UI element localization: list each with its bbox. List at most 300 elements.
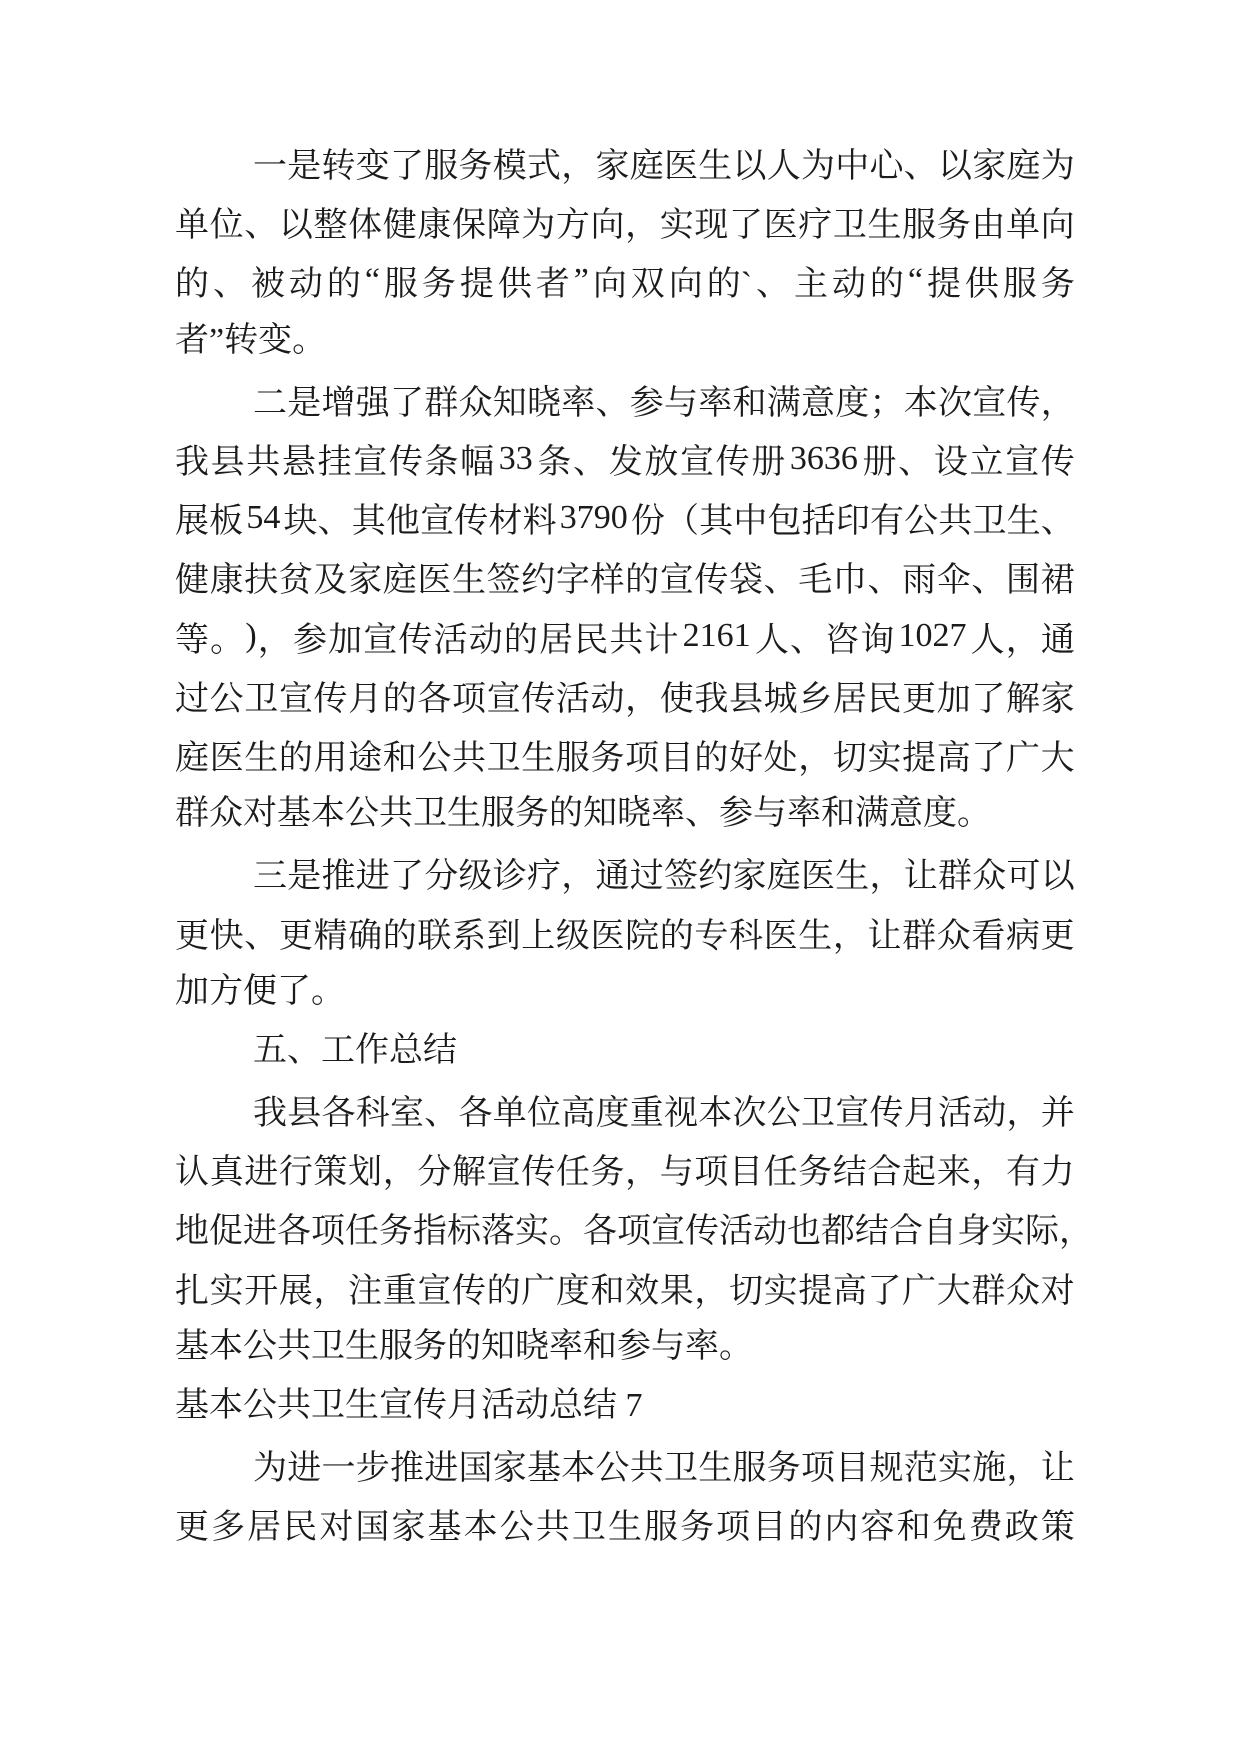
char-token: 对 <box>319 1509 354 1547</box>
char-token: ， <box>561 858 596 896</box>
char-token: 大 <box>936 1272 971 1310</box>
char-token: 策 <box>313 1154 348 1192</box>
char-token: 包 <box>767 503 802 541</box>
char-token: 料 <box>522 503 557 541</box>
char-token: 进 <box>355 858 390 896</box>
char-token: 范 <box>903 1450 938 1488</box>
char-token: 家 <box>595 148 630 186</box>
number-token: 1027 <box>898 617 967 655</box>
char-token: 传 <box>1006 384 1041 422</box>
char-token: 切 <box>729 1272 763 1310</box>
char-token: 本 <box>561 1450 596 1488</box>
char-token: 项 <box>694 1154 729 1192</box>
char-token: 。 <box>210 621 245 659</box>
char-token: 、 <box>867 562 902 600</box>
char-token: 公 <box>766 1095 801 1133</box>
char-token: 分 <box>417 1154 452 1192</box>
char-token: 国 <box>355 1509 390 1547</box>
char-token: 宣 <box>659 562 694 600</box>
char-token: 高 <box>561 1095 596 1133</box>
char-token: 传 <box>1040 444 1075 482</box>
char-token: 认 <box>175 1154 209 1192</box>
char-token: 诊 <box>492 858 527 896</box>
char-token: 单 <box>175 207 209 245</box>
char-token: 家 <box>348 562 383 600</box>
char-token: ， <box>971 1154 1006 1192</box>
char-token: 实 <box>938 1450 972 1488</box>
char-token: 策 <box>1040 1509 1075 1547</box>
char-token: 变 <box>355 148 390 186</box>
char-token: 室 <box>390 1095 424 1133</box>
char-token: 开 <box>244 1272 279 1310</box>
char-token: 卫 <box>244 680 279 718</box>
char-token: 务 <box>590 1154 625 1192</box>
char-token: 一 <box>253 148 287 186</box>
char-token: 伞 <box>936 562 971 600</box>
char-token: 务 <box>421 266 456 304</box>
char-token: 庭 <box>629 148 664 186</box>
char-token: 我 <box>175 444 209 482</box>
char-token: 扶 <box>244 562 279 600</box>
char-token: 服 <box>555 739 590 777</box>
char-token: 现 <box>694 207 729 245</box>
char-token: 单 <box>1006 207 1040 245</box>
char-token: 的 <box>326 266 361 304</box>
char-token: 家 <box>391 1509 426 1547</box>
char-token: 服 <box>902 207 937 245</box>
char-token: 务 <box>798 1154 833 1192</box>
char-token: 月 <box>903 1095 938 1133</box>
char-token: 和 <box>896 1509 931 1547</box>
text-line: 加方便了。 <box>175 972 345 1010</box>
char-token: 项 <box>625 739 660 777</box>
char-token: 为 <box>521 207 556 245</box>
char-token: 的 <box>382 917 417 955</box>
char-token: 转 <box>321 148 356 186</box>
char-token: 进 <box>424 1450 459 1488</box>
char-token: 围 <box>1006 562 1040 600</box>
char-token: ， <box>625 1154 660 1192</box>
char-token: 设 <box>933 444 968 482</box>
char-token: 医 <box>417 562 452 600</box>
char-token: 我 <box>253 1095 287 1133</box>
char-token: 庭 <box>382 562 417 600</box>
char-token: 好 <box>729 739 763 777</box>
char-token: 块 <box>283 503 318 541</box>
char-token: ， <box>561 148 596 186</box>
char-token: 生 <box>698 148 733 186</box>
char-token: 卫 <box>972 503 1007 541</box>
char-token: 各 <box>458 1095 493 1133</box>
number-token: 3636 <box>789 439 858 477</box>
char-token: 服 <box>424 148 459 186</box>
char-token: 的` <box>706 266 753 304</box>
char-token: 施 <box>972 1450 1007 1488</box>
char-token: 县 <box>287 1095 322 1133</box>
char-token: 划 <box>348 1154 383 1192</box>
char-token: 公 <box>904 503 939 541</box>
char-token: 务 <box>590 739 625 777</box>
char-token: 生 <box>835 858 870 896</box>
char-token: 签 <box>664 858 698 896</box>
char-token: 任 <box>345 1213 379 1251</box>
char-token: 位 <box>209 207 244 245</box>
char-token: 地 <box>175 1213 209 1251</box>
char-token: 众 <box>972 858 1007 896</box>
char-token: ， <box>1005 621 1040 659</box>
char-token: 家 <box>1040 680 1075 718</box>
char-token: 用 <box>313 739 348 777</box>
char-token: 实 <box>867 739 902 777</box>
char-token: 指 <box>413 1213 447 1251</box>
char-token: 、 <box>244 917 279 955</box>
char-token: 动 <box>590 680 625 718</box>
char-token: 共 <box>452 739 486 777</box>
char-token: 让 <box>867 917 902 955</box>
char-token: 了 <box>971 739 1006 777</box>
char-token: 印 <box>835 503 870 541</box>
char-token: 、 <box>244 207 279 245</box>
char-token: ， <box>1040 384 1075 422</box>
char-token: 以 <box>278 207 313 245</box>
text-line <box>175 192 1075 251</box>
char-token: 共 <box>246 444 281 482</box>
char-token: 、 <box>903 148 938 186</box>
char-token: 合 <box>889 1213 923 1251</box>
char-token: 意 <box>801 384 835 422</box>
char-token: 本 <box>903 384 938 422</box>
char-token: 主 <box>793 266 828 304</box>
char-token: 基 <box>427 1509 462 1547</box>
char-token: 看 <box>971 917 1006 955</box>
char-token: 动 <box>753 1213 787 1251</box>
char-token: 的 <box>625 562 660 600</box>
char-token: 发 <box>608 444 643 482</box>
char-token: 务 <box>680 1509 715 1547</box>
char-token: 雨 <box>902 562 937 600</box>
char-token: 解 <box>1006 680 1040 718</box>
number-token: 33 <box>498 439 533 477</box>
char-token: 生 <box>867 207 902 245</box>
char-token: ， <box>625 680 660 718</box>
char-token: 计 <box>644 621 679 659</box>
char-token: 宣 <box>1005 444 1040 482</box>
char-token: 、 <box>756 266 791 304</box>
char-token: 推 <box>321 858 356 896</box>
char-token: 、 <box>763 562 798 600</box>
document-body <box>175 133 1093 1554</box>
char-token: 宣 <box>353 444 388 482</box>
char-token: 传 <box>715 444 750 482</box>
char-token: 传 <box>313 680 348 718</box>
char-token: 裙 <box>1040 562 1075 600</box>
char-token: 生 <box>698 1450 733 1488</box>
char-token: 都 <box>821 1213 855 1251</box>
char-token: 科 <box>355 1095 390 1133</box>
char-token: 中 <box>733 503 768 541</box>
char-token: 条 <box>537 444 572 482</box>
char-token: 、 <box>595 384 630 422</box>
char-token: 务 <box>458 148 493 186</box>
char-token: 字 <box>555 562 590 600</box>
subheading-line: 基本公共卫生宣传月活动总结 7 <box>175 1386 643 1424</box>
char-token: 让 <box>1040 1450 1075 1488</box>
char-token: 向 <box>1040 207 1075 245</box>
char-token: 的 <box>175 266 209 304</box>
char-token: 快 <box>209 917 244 955</box>
char-token: 群 <box>971 1272 1006 1310</box>
char-token: 目 <box>835 1450 870 1488</box>
char-token: 活 <box>719 1213 753 1251</box>
char-token: 有 <box>869 503 904 541</box>
text-line: 者”转变。 <box>175 321 327 359</box>
char-token: 率 <box>561 384 596 422</box>
char-token: 增 <box>321 384 356 422</box>
char-token: 重 <box>629 1095 664 1133</box>
char-token: 放 <box>644 444 679 482</box>
char-token: 份 <box>630 503 665 541</box>
char-token: 的 <box>694 739 729 777</box>
char-token: 单 <box>492 1095 527 1133</box>
char-token: 居 <box>539 621 574 659</box>
char-token: 人 <box>970 621 1005 659</box>
char-token: 医 <box>209 739 244 777</box>
char-token: 加 <box>328 621 363 659</box>
char-token: 扎 <box>175 1272 209 1310</box>
char-token: 健 <box>382 207 417 245</box>
char-token: 为 <box>801 148 835 186</box>
char-token: 力 <box>1040 1154 1075 1192</box>
char-token: 双 <box>630 266 665 304</box>
char-token: 宣 <box>486 680 521 718</box>
char-token: 了 <box>867 1272 902 1310</box>
char-token: 国 <box>458 1450 493 1488</box>
char-token: 真 <box>209 1154 244 1192</box>
char-token: 了 <box>390 148 424 186</box>
char-token: 县 <box>210 444 245 482</box>
char-token: 服 <box>383 266 418 304</box>
number-token: 2161 <box>682 617 751 655</box>
char-token: 材 <box>488 503 523 541</box>
char-token: 宣 <box>278 680 313 718</box>
char-token: 多 <box>211 1509 246 1547</box>
char-token: 立 <box>969 444 1004 482</box>
char-token: 上 <box>521 917 556 955</box>
text-line <box>175 1198 1093 1257</box>
char-token: 进 <box>244 1154 279 1192</box>
char-token: 自 <box>923 1213 957 1251</box>
char-token: 过 <box>629 858 664 896</box>
char-token: 解 <box>452 1154 486 1192</box>
char-token: 了 <box>729 207 763 245</box>
char-token: 了 <box>971 680 1006 718</box>
char-token: 他 <box>385 503 420 541</box>
char-token: 家 <box>492 1450 527 1488</box>
char-token: 广 <box>902 1272 937 1310</box>
char-token: 视 <box>664 1095 698 1133</box>
char-token: 各 <box>277 1213 311 1251</box>
number-token: 54 <box>246 498 281 536</box>
char-token: 共 <box>629 1450 664 1488</box>
char-token: 起 <box>902 1154 937 1192</box>
char-token: 家 <box>732 858 767 896</box>
char-token: 一 <box>321 1450 356 1488</box>
char-token: 宣 <box>420 503 455 541</box>
char-token: 和 <box>382 739 417 777</box>
char-token: ) <box>245 617 257 655</box>
text-line <box>175 251 1075 310</box>
char-token: 群 <box>424 384 459 422</box>
text-line <box>175 488 1075 547</box>
char-token: 。 <box>549 1213 583 1251</box>
char-token: 、 <box>212 266 247 304</box>
char-token: 板 <box>209 503 244 541</box>
char-token: 方 <box>555 207 590 245</box>
text-line <box>175 902 1075 961</box>
char-token: 费 <box>968 1509 1003 1547</box>
char-token: 活 <box>938 1095 972 1133</box>
char-token: 动 <box>468 621 503 659</box>
text-line <box>175 133 1075 192</box>
char-token: 项 <box>452 680 486 718</box>
char-token: ， <box>313 1272 348 1310</box>
text-line <box>175 1080 1075 1139</box>
char-token: “ <box>907 261 923 299</box>
char-token: 知 <box>492 384 527 422</box>
char-token: 毛 <box>798 562 833 600</box>
char-token: 进 <box>243 1213 277 1251</box>
char-token: 传 <box>388 444 423 482</box>
char-token: 内 <box>824 1509 859 1547</box>
char-token: 、 <box>971 562 1006 600</box>
char-token: 由 <box>971 207 1006 245</box>
char-token: 幅 <box>460 444 495 482</box>
text-line <box>175 666 1075 725</box>
char-token: 次 <box>732 1095 767 1133</box>
char-token: 众 <box>458 384 493 422</box>
char-token: 供 <box>497 266 532 304</box>
char-token: 精 <box>313 917 348 955</box>
text-line <box>175 1258 1075 1317</box>
char-token: 宣 <box>363 621 398 659</box>
char-token: 传 <box>521 1154 556 1192</box>
char-token: 供 <box>964 266 999 304</box>
char-token: 传 <box>521 680 556 718</box>
char-token: 传 <box>869 1095 904 1133</box>
char-token: 度 <box>835 384 870 422</box>
char-token: 咨 <box>825 621 860 659</box>
text-line: 群众对基本公共卫生服务的知晓率、参与率和满意度。 <box>175 795 991 833</box>
text-line: 基本公共卫生服务的知晓率和参与率。 <box>175 1327 753 1365</box>
char-token: 通 <box>1040 621 1075 659</box>
char-token: 动 <box>972 1095 1007 1133</box>
char-token: 步 <box>355 1450 390 1488</box>
char-token: 册 <box>751 444 786 482</box>
char-token: 提 <box>902 739 937 777</box>
char-token: 家 <box>972 148 1007 186</box>
text-line <box>175 1494 1075 1553</box>
char-token: 医 <box>590 917 625 955</box>
char-token: 效 <box>625 1272 660 1310</box>
char-token: 大 <box>1040 739 1075 777</box>
char-token: “ <box>364 261 380 299</box>
char-token: ， <box>832 917 867 955</box>
char-token: 规 <box>869 1450 904 1488</box>
text-line <box>175 370 1075 429</box>
char-token: 度 <box>555 1272 590 1310</box>
char-token: 项 <box>311 1213 345 1251</box>
char-token: 传 <box>452 1272 486 1310</box>
char-token: ， <box>869 858 904 896</box>
char-token: 签 <box>486 562 521 600</box>
char-token: 悬 <box>281 444 316 482</box>
char-token: 的 <box>659 917 694 955</box>
char-token: 、 <box>1040 503 1075 541</box>
char-token: 实 <box>209 1272 244 1310</box>
char-token: 、 <box>317 503 352 541</box>
char-token: 居 <box>832 680 867 718</box>
char-token: 实 <box>763 1272 798 1310</box>
char-token: 庭 <box>1006 148 1041 186</box>
char-token: 、 <box>898 444 933 482</box>
char-token: 被 <box>250 266 285 304</box>
char-token: 系 <box>452 917 486 955</box>
char-token: ， <box>382 1154 417 1192</box>
char-token: 更 <box>175 1509 209 1547</box>
char-token: 服 <box>644 1509 679 1547</box>
char-token: 各 <box>321 1095 356 1133</box>
char-token: 率 <box>698 384 733 422</box>
char-token: 体 <box>348 207 383 245</box>
char-token: 并 <box>1040 1095 1075 1133</box>
text-line <box>175 429 1075 488</box>
char-token: ” <box>573 261 589 299</box>
char-token: 和 <box>732 384 767 422</box>
char-token: 项 <box>617 1213 651 1251</box>
char-token: 晓 <box>527 384 561 422</box>
char-token: 任 <box>763 1154 798 1192</box>
char-token: 的 <box>486 1272 521 1310</box>
char-token: 宣 <box>651 1213 685 1251</box>
char-token: 更 <box>175 917 209 955</box>
char-token: 公 <box>209 680 244 718</box>
char-token: 人 <box>754 621 789 659</box>
char-token: 乡 <box>798 680 833 718</box>
char-token: 本 <box>698 1095 733 1133</box>
char-token: 际 <box>1025 1213 1059 1251</box>
char-token: 的 <box>382 680 417 718</box>
char-token: 众 <box>1006 1272 1040 1310</box>
char-token: 、 <box>789 621 824 659</box>
char-token: 各 <box>417 680 452 718</box>
char-token: ， <box>798 739 833 777</box>
char-token: 服 <box>1002 266 1037 304</box>
char-token: 身 <box>957 1213 991 1251</box>
char-token: 以 <box>938 148 972 186</box>
char-token: ， <box>625 207 660 245</box>
char-token: 项 <box>716 1509 751 1547</box>
char-token: 活 <box>555 680 590 718</box>
char-token: ； <box>869 384 904 422</box>
char-token: 动 <box>288 266 323 304</box>
char-token: 卫 <box>486 739 521 777</box>
text-line <box>175 725 1075 784</box>
char-token: 行 <box>278 1154 313 1192</box>
char-token: 果 <box>659 1272 694 1310</box>
char-token: 提 <box>798 1272 833 1310</box>
char-token: 可 <box>1006 858 1041 896</box>
char-token: 向 <box>668 266 703 304</box>
